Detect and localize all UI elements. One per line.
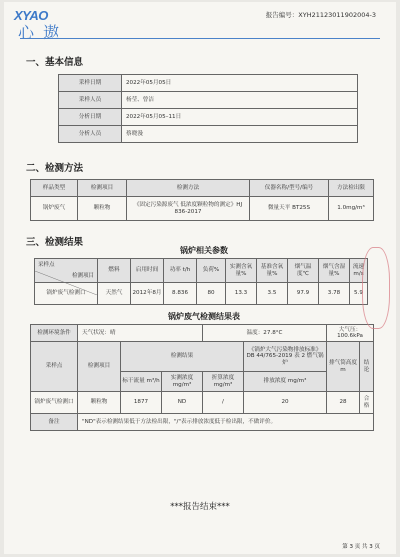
- params-cell: 97.9: [288, 283, 319, 305]
- emission-header: 检测结果: [121, 342, 244, 372]
- emission-cell: 颗粒物: [78, 392, 121, 414]
- basic-label: 分析日期: [59, 109, 122, 126]
- method-cell: 微量天平 BT25S: [250, 197, 329, 221]
- report-page: [4, 2, 396, 554]
- emission-header: 《锅炉大气污染物排放标准》DB 44/765-2019 表 2 燃气锅炉: [244, 342, 327, 372]
- section-result-title: 三、检测结果: [26, 237, 84, 248]
- params-cell: 13.3: [226, 283, 257, 305]
- method-cell: 颗粒物: [78, 197, 127, 221]
- method-header: 样品类型: [31, 180, 78, 197]
- params-header: 烟气含湿量%: [319, 259, 350, 283]
- basic-value: 蔡晓漫: [122, 126, 358, 143]
- method-header: 方法检出限: [329, 180, 374, 197]
- report-number: 报告编号：XYH21123011902004-3: [265, 11, 376, 19]
- basic-value: 2022年05月05–11日: [122, 109, 358, 126]
- diag-bottom-label: 采样点: [38, 262, 55, 269]
- params-cell: 80: [197, 283, 226, 305]
- params-header: 负荷%: [197, 259, 226, 283]
- pressure-value: 大气压：100.6kPa: [327, 325, 374, 342]
- params-cell: 锅炉废气检测口: [35, 283, 98, 305]
- method-cell: 1.0mg/m³: [329, 197, 374, 221]
- params-cell: 2012年8月: [131, 283, 164, 305]
- params-cell: 3.5: [257, 283, 288, 305]
- section-basic-title: 一、基本信息: [26, 57, 84, 68]
- report-end: ***报告结束***: [170, 502, 230, 512]
- method-cell: 《固定污染源废气 低浓度颗粒物的测定》HJ 836-2017: [127, 197, 250, 221]
- diagonal-header: [35, 259, 98, 283]
- basic-value: 杨莹、曾洁: [122, 92, 358, 109]
- basic-info-table: [58, 74, 358, 143]
- boiler-params-table: [34, 258, 368, 305]
- emission-cell: ND: [162, 392, 203, 414]
- env-label: 检测环境条件: [31, 325, 78, 342]
- inspection-seal-icon: [362, 247, 390, 329]
- emission-header-row: [31, 342, 374, 372]
- params-header: 烟气温度℃: [288, 259, 319, 283]
- emission-header: 采样点: [31, 342, 78, 392]
- basic-label: 采样日期: [59, 75, 122, 92]
- env-row: [31, 325, 374, 342]
- note-text: "ND"表示检测结果低于方法检出限，"/"表示排放浓度低于检出限，不做评价。: [78, 414, 374, 431]
- params-header: 功率 t/h: [164, 259, 197, 283]
- basic-row: [59, 126, 358, 143]
- emission-subheader: 标干流量 m³/h: [121, 372, 162, 392]
- emission-cell: /: [203, 392, 244, 414]
- params-header: 实测含氧量%: [226, 259, 257, 283]
- page-number: 第 3 页 共 3 页: [342, 544, 380, 550]
- params-header: 燃料: [98, 259, 131, 283]
- emission-subheader: 折算浓度 mg/m³: [203, 372, 244, 392]
- basic-label: 采样人员: [59, 92, 122, 109]
- emission-subheader: 排放浓度 mg/m³: [244, 372, 327, 392]
- emission-header: 结论: [360, 342, 374, 392]
- params-header: 基准含氧量%: [257, 259, 288, 283]
- emission-header: 检测项目: [78, 342, 121, 392]
- basic-value: 2022年05月05日: [122, 75, 358, 92]
- emission-subheader: 实测浓度 mg/m³: [162, 372, 203, 392]
- emission-cell: 合格: [360, 392, 374, 414]
- note-row: [31, 414, 374, 431]
- params-header: 流速 m/s: [350, 259, 368, 283]
- params-header-row: [35, 259, 368, 283]
- emission-table: [30, 324, 374, 431]
- emission-cell: 20: [244, 392, 327, 414]
- emission-cell: 1877: [121, 392, 162, 414]
- weather-value: 天气状况：晴: [78, 325, 203, 342]
- method-header: 仪器名称/型号/编号: [250, 180, 329, 197]
- method-cell: 锅炉废气: [31, 197, 78, 221]
- params-header: 启用时间: [131, 259, 164, 283]
- company-logo: XYAO: [14, 8, 48, 23]
- boiler-params-caption: 锅炉相关参数: [180, 246, 228, 255]
- method-header: 检测方法: [127, 180, 250, 197]
- basic-row: [59, 92, 358, 109]
- emission-row: [31, 392, 374, 414]
- emission-header: 排气筒高度 m: [327, 342, 360, 392]
- emission-caption: 锅炉废气检测结果表: [168, 312, 240, 321]
- params-cell: 3.78: [319, 283, 350, 305]
- method-row: [31, 197, 374, 221]
- method-header: 检测项目: [78, 180, 127, 197]
- basic-row: [59, 75, 358, 92]
- diag-top-label: 检测项目: [71, 272, 94, 279]
- method-table: [30, 179, 374, 221]
- params-cell: 5.9: [350, 283, 368, 305]
- emission-cell: 锅炉废气检测口: [31, 392, 78, 414]
- params-cell: 天然气: [98, 283, 131, 305]
- emission-cell: 28: [327, 392, 360, 414]
- params-cell: 8.836: [164, 283, 197, 305]
- company-brand: 心 遨: [18, 23, 62, 42]
- temperature-value: 温度：27.8°C: [203, 325, 327, 342]
- note-label: 备注: [31, 414, 78, 431]
- method-header-row: [31, 180, 374, 197]
- header-rule: [20, 38, 380, 39]
- basic-label: 分析人员: [59, 126, 122, 143]
- basic-row: [59, 109, 358, 126]
- section-method-title: 二、检测方法: [26, 163, 84, 174]
